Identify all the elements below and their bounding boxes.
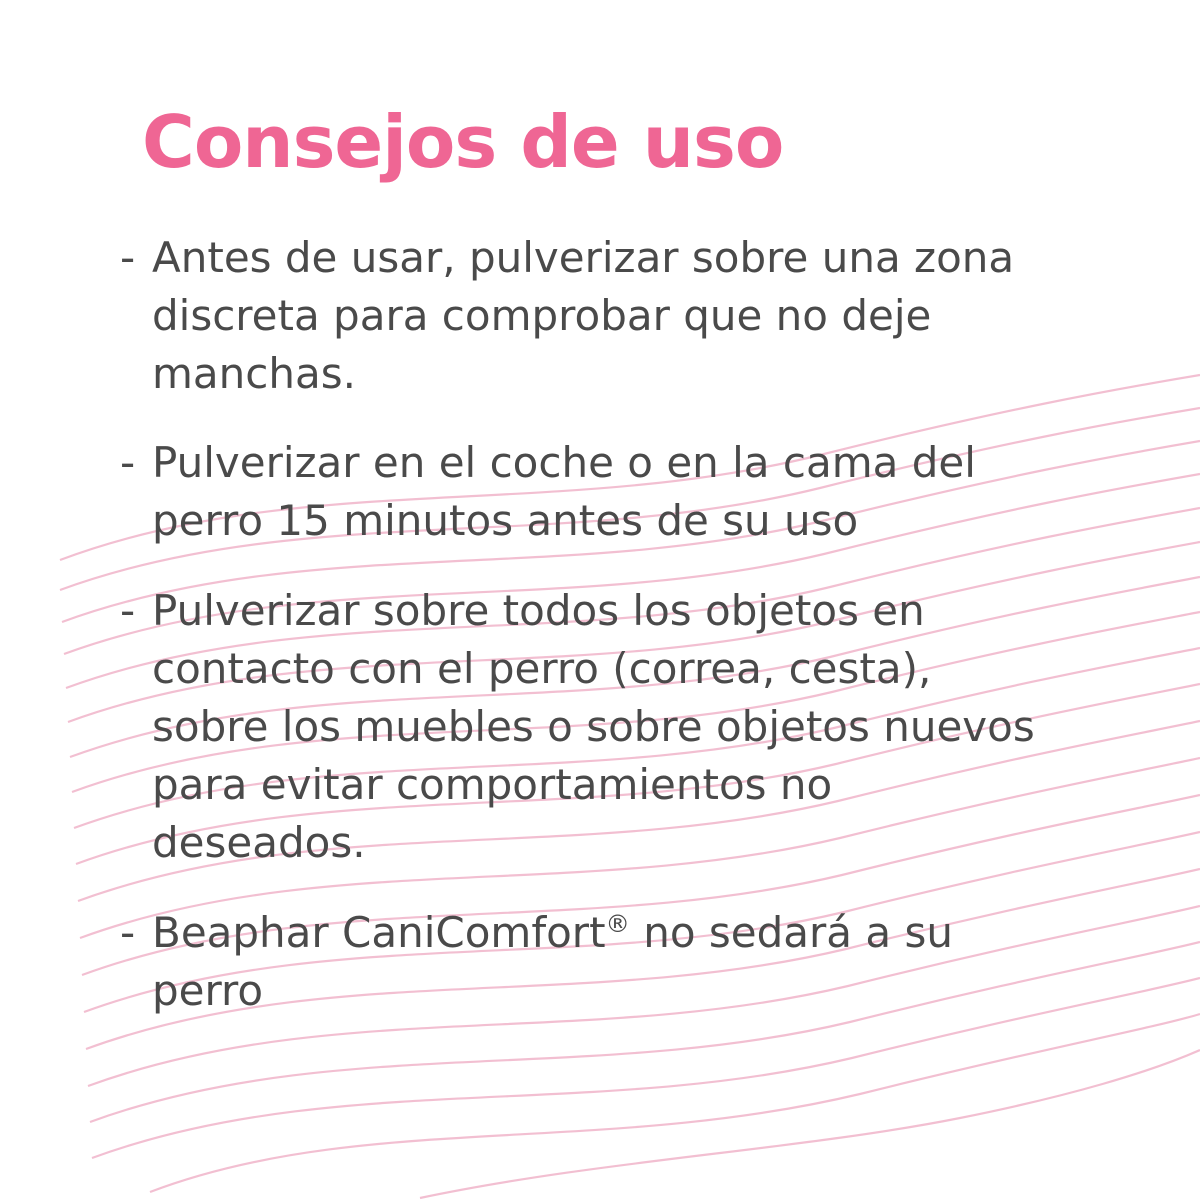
list-item-text: Antes de usar, pulverizar sobre una zona discreta para comprobar que no deje manchas. — [152, 232, 1015, 398]
list-item-text-tail: no sedará a su perro — [152, 908, 953, 1016]
registered-trademark-icon: ® — [605, 909, 630, 939]
tips-list — [120, 229, 1105, 1020]
list-item-text-brand — [152, 904, 1052, 1020]
list-item — [120, 582, 1105, 872]
list-item-text: Pulverizar en el coche o en la cama del perro 15 minutos antes de su uso — [152, 438, 976, 546]
bullet-dash: - — [120, 586, 136, 636]
bullet-dash: - — [120, 438, 136, 488]
bullet-dash: - — [120, 232, 136, 282]
bullet-dash: - — [120, 908, 136, 958]
page-title: Consejos de uso — [142, 100, 784, 184]
list-item — [120, 434, 1105, 550]
list-item — [120, 904, 1105, 1020]
list-item — [120, 229, 1105, 403]
list-item-text: Pulverizar sobre todos los objetos en contacto con el perro (correa, cesta), sobre los muebles o sobre objetos nuevos para evitar comportamientos no deseados. — [152, 586, 1035, 868]
brand-name: Beaphar CaniComfort — [152, 908, 606, 958]
